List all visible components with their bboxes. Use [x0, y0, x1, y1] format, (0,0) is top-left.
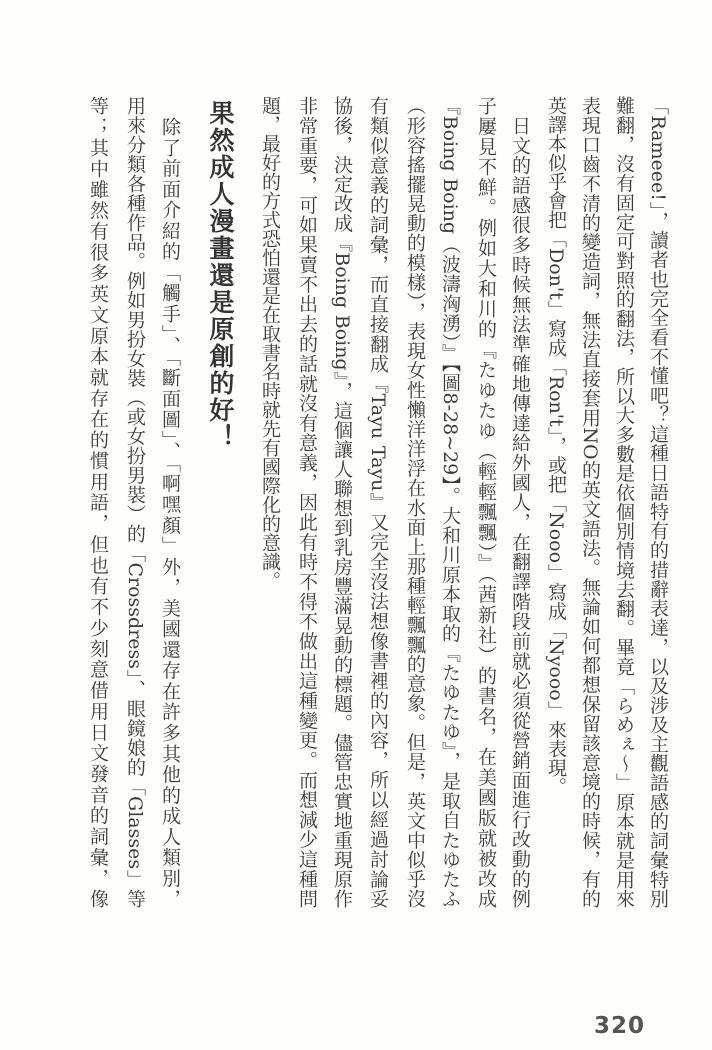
text-line: 除了前面介紹的「觸手」、「斷面圖」、「啊嘿顏」外，美國還存在許多其他的成人類別， — [159, 96, 181, 908]
text-line: 日文的語感很多時候無法準確地傳達給外國人，在翻譯階段前就必須從營銷面進行改動的例 — [509, 96, 531, 908]
text-line: 等；其中雖然有很多英文原本就存在的慣用語，但也有不少刻意借用日文發音的詞彙，像 — [87, 96, 109, 908]
text-line: 「Rameee!」，讀者也完全看不懂吧？這種日語特有的措辭表達，以及涉及主觀語感的詞彙特別 — [647, 96, 669, 908]
text-line: 難翻，沒有固定可對照的翻法，所以大多數是依個別情境去翻。畢竟「らめぇ～」原本就是用來 — [613, 96, 635, 908]
text-line: 協後，決定改成『Boing Boing』，這個讓人聯想到乳房豐滿晃動的標題。儘管忠實地重現原作 — [331, 96, 353, 908]
section-heading: 果然成人漫畫還是原創的好！ — [206, 100, 235, 451]
text-line: 表現口齒不清的變造詞，無法直接套用NO的英文語法。無論如何都想保留該意境的時候，有的 — [579, 96, 601, 908]
text-line: 子屢見不鮮。例如大和川的『たゆたゆ（輕輕飄飄）』（茜新社）的書名，在美國版就被改成 — [475, 96, 497, 908]
text-line: 非常重要，可如果賣不出去的話就沒有意義，因此有時不得不做出這種變更。而想減少這種問 — [296, 96, 318, 908]
text-line: 英譯本似乎會把「Don't」寫成「Ron't」，或把「Nooo」寫成「Nyooo」來表現。 — [545, 96, 567, 796]
text-line: 有類似意義的詞彙，而直接翻成『Tayu Tayu』又完全沒法想像書裡的內容，所以經過討論妥 — [367, 96, 389, 908]
text-line: （形容搖擺晃動的模樣），表現女性懶洋洋浮在水面上那種輕飄飄的意象。但是，英文中似乎沒 — [404, 96, 426, 908]
text-line: 『Boing Boing（波濤洶湧）』【圖8-28~29】。大和川原本取的『たゆたゆ』，是取自たゆたふ — [439, 96, 461, 908]
text-line: 題，最好的方式恐怕還是在取書名時就先有國際化的意識。 — [259, 96, 281, 590]
text-line: 用來分類各種作品。例如男扮女裝（或女扮男裝）的「Crossdress」、眼鏡娘的「Glasses」等 — [124, 96, 146, 908]
page-number: 320 — [594, 1013, 646, 1039]
